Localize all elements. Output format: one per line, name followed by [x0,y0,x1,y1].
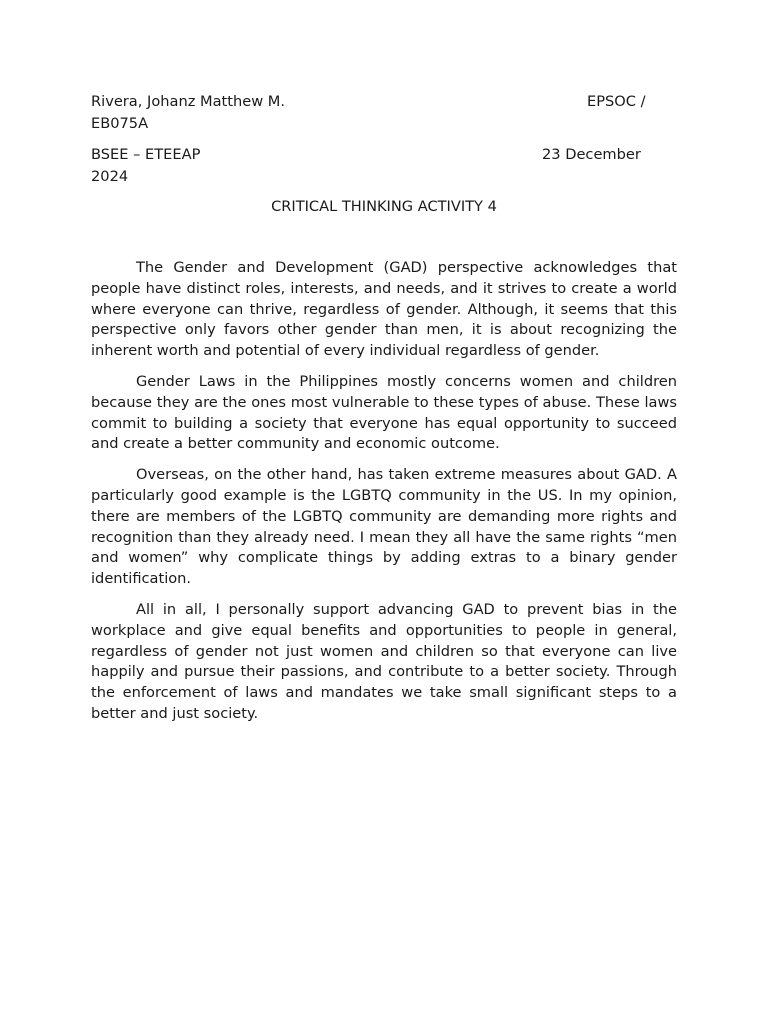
program-name: BSEE – ETEEAP [91,146,201,163]
paragraph-2: Gender Laws in the Philippines mostly concerns women and children because they are the ones most vulnerable to these types of abuse. These laws commit to building a society that everyone has equal opportunity to succeed and create a better community and economic outcome. [91,372,677,453]
document-body [91,258,677,735]
document-title: CRITICAL THINKING ACTIVITY 4 [271,198,497,215]
header-name-line [91,91,677,135]
submission-date: 23 December [542,146,641,163]
submission-date-continued: 2024 [91,168,129,185]
paragraph-3: Overseas, on the other hand, has taken extreme measures about GAD. A particularly good example is the LGBTQ community in the US. In my opinion, there are members of the LGBTQ community are demanding more rights and recognition than they already need. I mean they all have the same rights “men and women” why complicate things by adding extras to a binary gender identification. [91,466,677,588]
paragraph-1: The Gender and Development (GAD) perspective acknowledges that people have distinct roles, interests, and needs, and it strives to create a world where everyone can thrive, regardless of gender. Although, it seems that this perspective only favors other gender than men, it is about recognizing the inherent worth and potential of every individual regardless of gender. [91,259,677,360]
header-program-line [91,144,677,188]
course-code-continued: EB075A [91,115,149,132]
paragraph-4: All in all, I personally support advancing GAD to prevent bias in the workplace and give equal benefits and opportunities to people in general, regardless of gender not just women and children so that everyone can live happily and pursue their passions, and contribute to a better society. Through the enforcement of laws and mandates we take small significant steps to a better and just society. [91,600,677,722]
course-code: EPSOC / [587,93,646,110]
student-name: Rivera, Johanz Matthew M. [91,93,286,110]
